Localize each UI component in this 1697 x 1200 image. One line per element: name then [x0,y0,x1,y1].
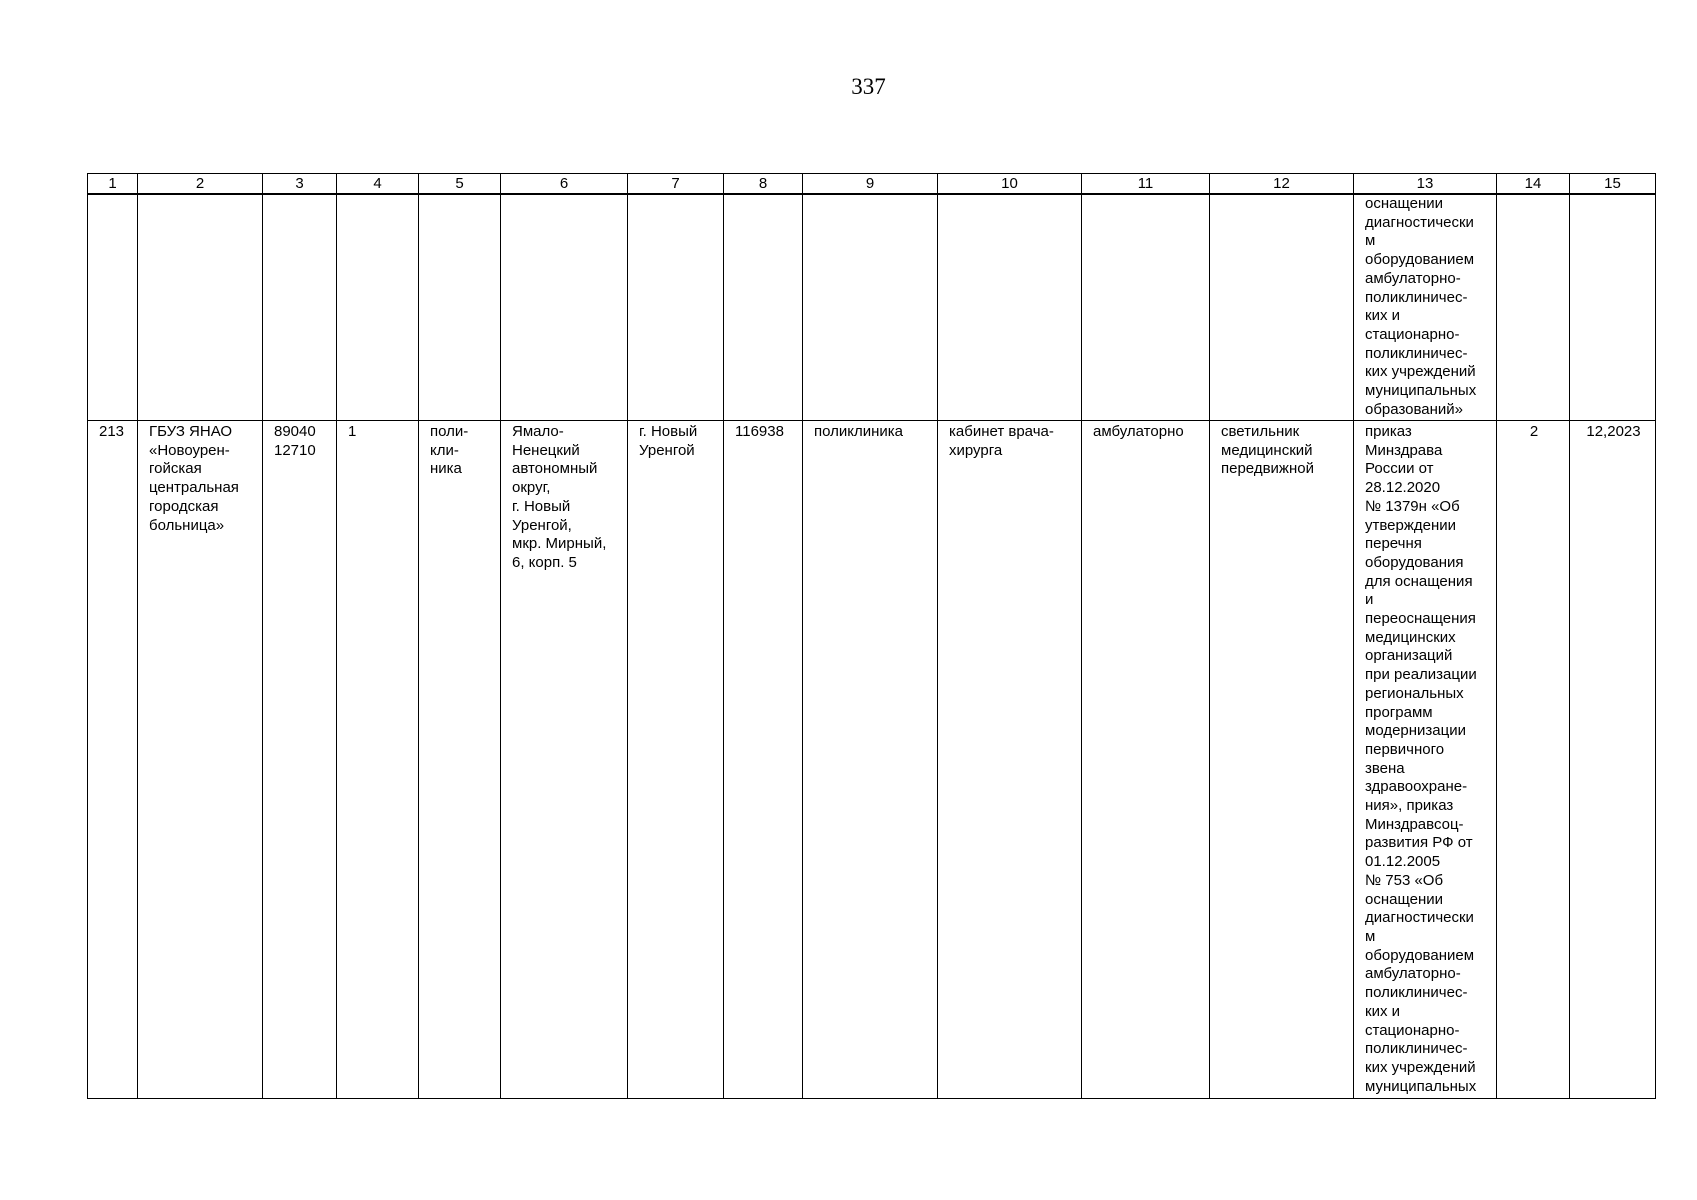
unit-type-cell [419,421,501,1099]
id-cell [724,421,803,1099]
city: г. Новый Уренгой [639,423,698,459]
cell [1570,194,1656,421]
cell [1497,194,1570,421]
continuation-row [88,194,1656,421]
cell [938,194,1082,421]
facility-id: 116938 [735,423,784,440]
cell [88,194,138,421]
column-header-5: 5 [419,174,501,195]
care-type-cell [1082,421,1210,1099]
cell [263,194,337,421]
unit-count: 1 [348,423,357,440]
delivery-date: 12,2023 [1586,423,1641,440]
table-row [88,421,1656,1099]
cell [138,194,263,421]
room-cell [938,421,1082,1099]
quantity: 2 [1529,423,1539,440]
room: кабинет врача- хирурга [949,423,1054,459]
address-cell [501,421,628,1099]
column-header-4: 4 [337,174,419,195]
code-cell [263,421,337,1099]
column-header-9: 9 [803,174,938,195]
equipment-cell [1210,421,1354,1099]
column-header-1: 1 [88,174,138,195]
row-number-cell [88,421,138,1099]
column-header-12: 12 [1210,174,1354,195]
row-number: 213 [99,423,125,440]
cell [1210,194,1354,421]
department: поликлиника [814,423,904,440]
cell [1082,194,1210,421]
column-header-7: 7 [628,174,724,195]
cell [501,194,628,421]
cell [419,194,501,421]
page-number: 337 [851,74,886,99]
organization-name: ГБУЗ ЯНАО «Новоурен- гойская центральная городская больница» [149,423,239,534]
care-type: амбулаторно [1093,423,1184,440]
legal-basis-text: приказ Минздрава России от 28.12.2020 № 1379н «Об утверждении перечня оборудования для оснащения и переоснащения медицинских организаций при реализации региональных программ модернизации первичного звена здравоохране- ния», приказ Минздравсоц- развития РФ от 01.12.2005 № 753 «Об оснащении диагностически м оборудованием амбулаторно- поликлиничес- ких и стационарно- поликлиничес- ких учреждений муниципальных [1365,423,1477,1095]
cell [724,194,803,421]
column-header-6: 6 [501,174,628,195]
cell [803,194,938,421]
equipment-name: светильник медицинский передвижной [1221,423,1314,478]
city-cell [628,421,724,1099]
column-header-14: 14 [1497,174,1570,195]
organization-code: 89040 12710 [274,423,316,459]
cell [337,194,419,421]
column-header-3: 3 [263,174,337,195]
count-cell [337,421,419,1099]
organization-cell [138,421,263,1099]
quantity-cell [1497,421,1570,1099]
column-header-8: 8 [724,174,803,195]
equipment-table [87,173,1656,1099]
unit-type: поли- кли- ника [430,423,469,478]
column-header-15: 15 [1570,174,1656,195]
date-cell [1570,421,1656,1099]
legal-basis-cell [1354,421,1497,1099]
column-header-13: 13 [1354,174,1497,195]
column-header-11: 11 [1082,174,1210,195]
legal-basis-continuation-text: оснащении диагностически м оборудованием амбулаторно- поликлиничес- ких и стационарно- поликлиничес- ких учреждений муниципальных образований» [1365,195,1477,418]
column-header-2: 2 [138,174,263,195]
legal-basis-cell [1354,194,1497,421]
department-cell [803,421,938,1099]
column-number-header-row [88,174,1656,195]
address: Ямало- Ненецкий автономный округ, г. Новый Уренгой, мкр. Мирный, 6, корп. 5 [512,423,607,571]
cell [628,194,724,421]
column-header-10: 10 [938,174,1082,195]
